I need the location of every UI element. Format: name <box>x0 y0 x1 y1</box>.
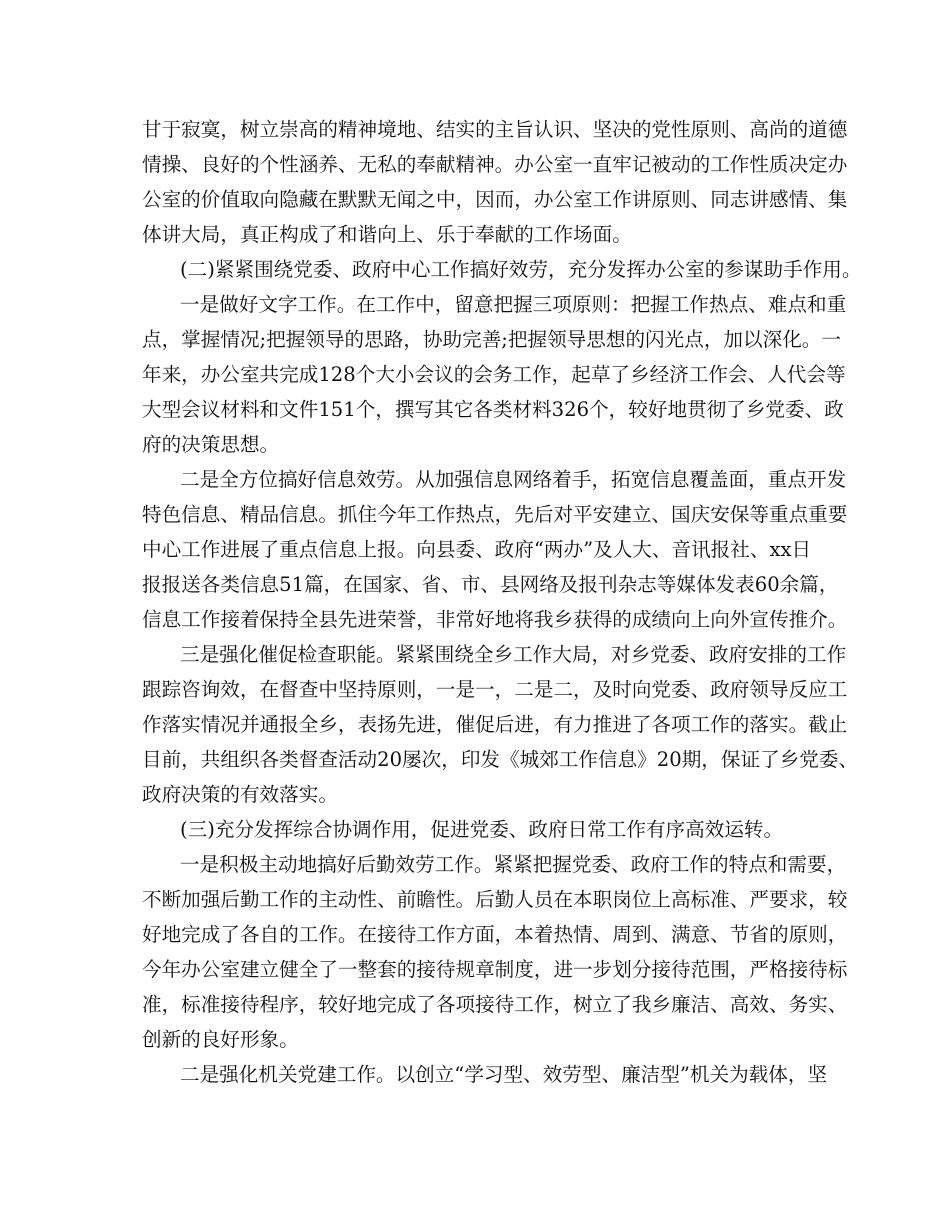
paragraph-start: 三是强化催促检查职能。紧紧围绕全乡工作大局，对乡党委、政府安排的工作 <box>180 643 847 666</box>
text-line: 目前，共组织各类督查活动20屡次，印发《城郊工作信息》20期，保证了乡党委、 <box>142 748 859 771</box>
text-line: 府的决策思想。 <box>142 433 280 456</box>
text-line: 创新的良好形象。 <box>142 1028 299 1051</box>
text-line: 甘于寂寞，树立崇高的精神境地、结实的主旨认识、坚决的党性原则、高尚的道德 <box>142 118 848 141</box>
text-line: 政府决策的有效落实。 <box>142 783 338 806</box>
text-line: 年来，办公室共完成128个大小会议的会务工作，起草了乡经济工作会、人代会等 <box>142 363 846 386</box>
paragraph-start: 一是做好文字工作。在工作中，留意把握三项原则：把握工作热点、难点和重 <box>180 293 847 316</box>
text-line: 报报送各类信息51篇，在国家、省、市、县网络及报刊杂志等媒体发表60余篇， <box>142 573 839 596</box>
paragraph-start: 二是全方位搞好信息效劳。从加强信息网络着手，拓宽信息覆盖面，重点开发 <box>180 468 847 491</box>
text-line: 准，标准接待程序，较好地完成了各项接待工作，树立了我乡廉洁、高效、务实、 <box>142 993 848 1016</box>
paragraph-start: 一是积极主动地搞好后勤效劳工作。紧紧把握党委、政府工作的特点和需要， <box>180 853 847 876</box>
paragraph-start: 二是强化机关党建工作。以创立“学习型、效劳型、廉洁型”机关为载体，坚 <box>180 1063 828 1086</box>
document-body <box>142 112 862 1092</box>
text-line: 作落实情况并通报全乡，表扬先进，催促后进，有力推进了各项工作的落实。截止 <box>142 713 848 736</box>
text-line: 跟踪咨询效，在督查中坚持原则，一是一，二是二，及时向党委、政府领导反应工 <box>142 678 848 701</box>
section-heading: (二)紧紧围绕党委、政府中心工作搞好效劳，充分发挥办公室的参谋助手作用。 <box>180 258 862 281</box>
text-line: 特色信息、精品信息。抓住今年工作热点，先后对平安建立、国庆安保等重点重要 <box>142 503 848 526</box>
text-line: 今年办公室建立健全了一整套的接待规章制度，进一步划分接待范围，严格接待标 <box>142 958 848 981</box>
text-line: 中心工作进展了重点信息上报。向县委、政府“两办”及人大、音讯报社、xx日 <box>142 538 812 561</box>
text-line: 点，掌握情况;把握领导的思路，协助完善;把握领导思想的闪光点，加以深化。一 <box>142 328 841 351</box>
text-line: 好地完成了各自的工作。在接待工作方面，本着热情、周到、满意、节省的原则， <box>142 923 848 946</box>
text-line: 信息工作接着保持全县先进荣誉，非常好地将我乡获得的成绩向上向外宣传推介。 <box>142 608 848 631</box>
section-heading: (三)充分发挥综合协调作用，促进党委、政府日常工作有序高效运转。 <box>180 818 784 841</box>
text-line: 情操、良好的个性涵养、无私的奉献精神。办公室一直牢记被动的工作性质决定办 <box>142 153 848 176</box>
text-line: 大型会议材料和文件151个，撰写其它各类材料326个，较好地贯彻了乡党委、政 <box>142 398 844 421</box>
text-line: 体讲大局，真正构成了和谐向上、乐于奉献的工作场面。 <box>142 223 632 246</box>
text-line: 不断加强后勤工作的主动性、前瞻性。后勤人员在本职岗位上高标准、严要求，较 <box>142 888 848 911</box>
text-line: 公室的价值取向隐藏在默默无闻之中，因而，办公室工作讲原则、同志讲感情、集 <box>142 188 848 211</box>
